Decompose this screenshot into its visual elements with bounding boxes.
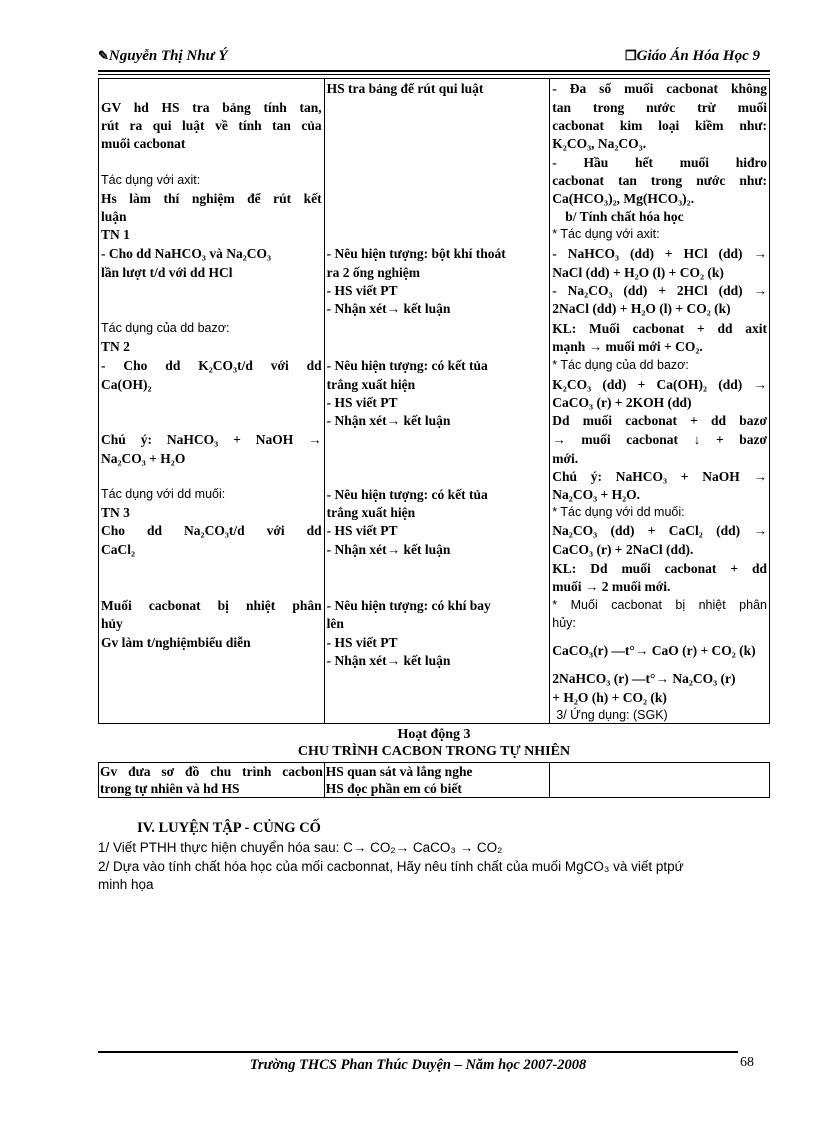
text-line: - Cho dd K₂CO₃t/d với dd [101,358,322,373]
text-line: - Nêu hiện tượng: có khí bay [326,598,491,613]
practice-title: IV. LUYỆN TẬP - CỦNG CỐ [137,820,321,836]
text-line: muối cacbonat [101,136,186,151]
text-line: - Cho dd NaHCO₃ và Na₂CO₃ [101,246,272,261]
teacher-activity-column [99,79,325,724]
text-line: - Nhận xét→ kết luận [326,653,451,668]
student-activity-column [324,79,550,724]
text-line: TN 1 [101,227,130,242]
header-rule [98,70,770,72]
practice-question-2: 2/ Dựa vào tính chất hóa học của mối cacbonnat, Hãy nêu tính chất của muối MgCO₃ và viết ptpứ [98,859,684,874]
text-line: trắng xuất hiện [326,377,416,392]
pen-icon: ✎ [98,48,109,63]
text-line: TN 3 [101,505,130,520]
activity-student-cell [324,763,550,798]
text-line: * Tác dụng với axit: [552,227,660,241]
text-line: - Nhận xét→ kết luận [326,542,451,557]
lesson-table [98,78,770,724]
text-line: K₂CO₃, Na₂CO₃. [552,136,647,151]
text-line: - HS viết PT [326,395,398,410]
text-line: hủy [101,616,123,631]
text-line: Tác dụng với axit: [101,173,201,187]
text-line: muối → 2 muối mới. [552,579,671,594]
text-line: b/ Tính chất hóa học [565,209,684,224]
text-line: * Muối cacbonat bị nhiệt phân [552,598,767,612]
text-line: Na₂CO₃ + H₂O. [552,487,640,502]
activity-subtitle: CHU TRÌNH CACBON TRONG TỰ NHIÊN [297,744,571,759]
text-line: HS đọc phần em có biết [325,781,462,797]
text-line: lần lượt t/d với dd HCl [101,265,233,280]
text-line: - Nhận xét→ kết luận [326,301,451,316]
text-line: * Tác dụng với dd muối: [552,505,685,519]
text-line: luận [101,209,127,224]
text-line: Gv đưa sơ đồ chu trình cacbon [100,764,323,779]
content-column [550,79,770,724]
text-line: lên [326,616,344,631]
text-line: - Nêu hiện tượng: bột khí thoát [326,246,506,261]
text-line: hủy: [552,616,576,630]
page-header [98,48,770,70]
activity-teacher-cell [99,763,325,798]
text-line: 2NaCl (dd) + H₂O (l) + CO₂ (k) [552,301,731,316]
text-line: - Nhận xét→ kết luận [326,413,451,428]
text-line: KL: Muối cacbonat + dd axit [552,321,767,336]
activity-heading [98,726,770,760]
text-line: Na₂CO₃ (dd) + CaCl₂ (dd) → [552,523,767,538]
text-line: CaCl₂ [101,542,136,557]
text-line: HS tra bảng để rút qui luật [326,81,484,96]
text-line: - Hầu hết muối hiđro [552,155,767,170]
activity-title: Hoạt động 3 [397,727,471,742]
text-line: Gv làm t/nghiệmbiểu diễn [101,635,251,650]
text-line: - NaHCO₃ (dd) + HCl (dd) → [552,246,767,261]
text-line: CaCO₃(r) —t°→ CaO (r) + CO₂ (k) [552,643,756,658]
text-line: trắng xuất hiện [326,505,416,520]
text-line: ra 2 ống nghiệm [326,265,421,280]
text-line: Chú ý: NaHCO₃ + NaOH → [552,469,767,484]
text-line: KL: Dd muối cacbonat + dd [552,561,767,576]
practice-question-2-cont: minh họa [98,877,154,892]
text-line: - Nêu hiện tượng: có kết tủa [326,487,488,502]
author-name: Nguyễn Thị Như Ý [108,48,228,64]
footer-school: Trường THCS Phan Thúc Duyện – Năm học 2007-2008 [249,1057,587,1073]
text-line: * Tác dụng của dd bazơ: [552,358,689,372]
text-line: Tác dụng của dd bazơ: [101,321,230,335]
text-line: tan trong nước trừ muối [552,100,767,115]
text-line: - HS viết PT [326,523,398,538]
text-line: Dd muối cacbonat + dd bazơ [552,413,767,428]
text-line: + H₂O (h) + CO₂ (k) [552,690,667,705]
practice-question-1: 1/ Viết PTHH thực hiện chuyển hóa sau: C→ CO₂→ CaCO₃ → CO₂ [98,840,503,855]
text-line: Na₂CO₃ + H₂O [101,451,186,466]
document-title: Giáo Án Hóa Học 9 [636,48,760,64]
text-line: Ca(HCO₃)₂, Mg(HCO₃)₂. [552,191,695,206]
text-line: CaCO₃ (r) + 2NaCl (dd). [552,542,694,557]
text-line: 3/ Ứng dụng: (SGK) [556,708,668,722]
text-line: mới. [552,451,579,466]
text-line: K₂CO₃ (dd) + Ca(OH)₂ (dd) → [552,377,767,392]
activity-table [98,762,770,798]
footer-rule [98,1051,738,1053]
text-line: Chú ý: NaHCO₃ + NaOH → [101,432,322,447]
text-line: NaCl (dd) + H₂O (l) + CO₂ (k) [552,265,724,280]
activity-content-cell [550,763,770,798]
text-line: mạnh → muối mới + CO₂. [552,339,703,354]
text-line: CaCO₃ (r) + 2KOH (dd) [552,395,692,410]
text-line: - HS viết PT [326,283,398,298]
text-line: rút ra qui luật về tính tan của [101,118,322,133]
text-line: Cho dd Na₂CO₃t/d với dd [101,523,322,538]
text-line: trong tự nhiên và hd HS [100,781,240,797]
text-line: GV hd HS tra bảng tính tan, [101,100,322,115]
text-line: cacbonat tan trong nước như: [552,173,767,188]
text-line: → muối cacbonat ↓ + bazơ [552,432,767,447]
text-line: - HS viết PT [326,635,398,650]
text-line: Muối cacbonat bị nhiệt phân [101,598,322,613]
text-line: Tác dụng với dd muối: [101,487,226,501]
text-line: - Nêu hiện tượng: có kết tủa [326,358,488,373]
text-line: Hs làm thí nghiệm để rút kết [101,191,322,206]
text-line: - Na₂CO₃ (dd) + 2HCl (dd) → [552,283,767,298]
text-line: HS quan sát và lắng nghe [325,764,473,779]
page-number: 68 [740,1055,754,1070]
text-line: TN 2 [101,339,130,354]
text-line: Ca(OH)₂ [101,377,152,392]
text-line: 2NaHCO₃ (r) —t°→ Na₂CO₃ (r) [552,671,736,686]
book-icon: ❐ [625,48,637,63]
header-rule-thin [98,74,770,75]
text-line: cacbonat kim loại kiềm như: [552,118,767,133]
text-line: - Đa số muối cacbonat không [552,81,767,96]
